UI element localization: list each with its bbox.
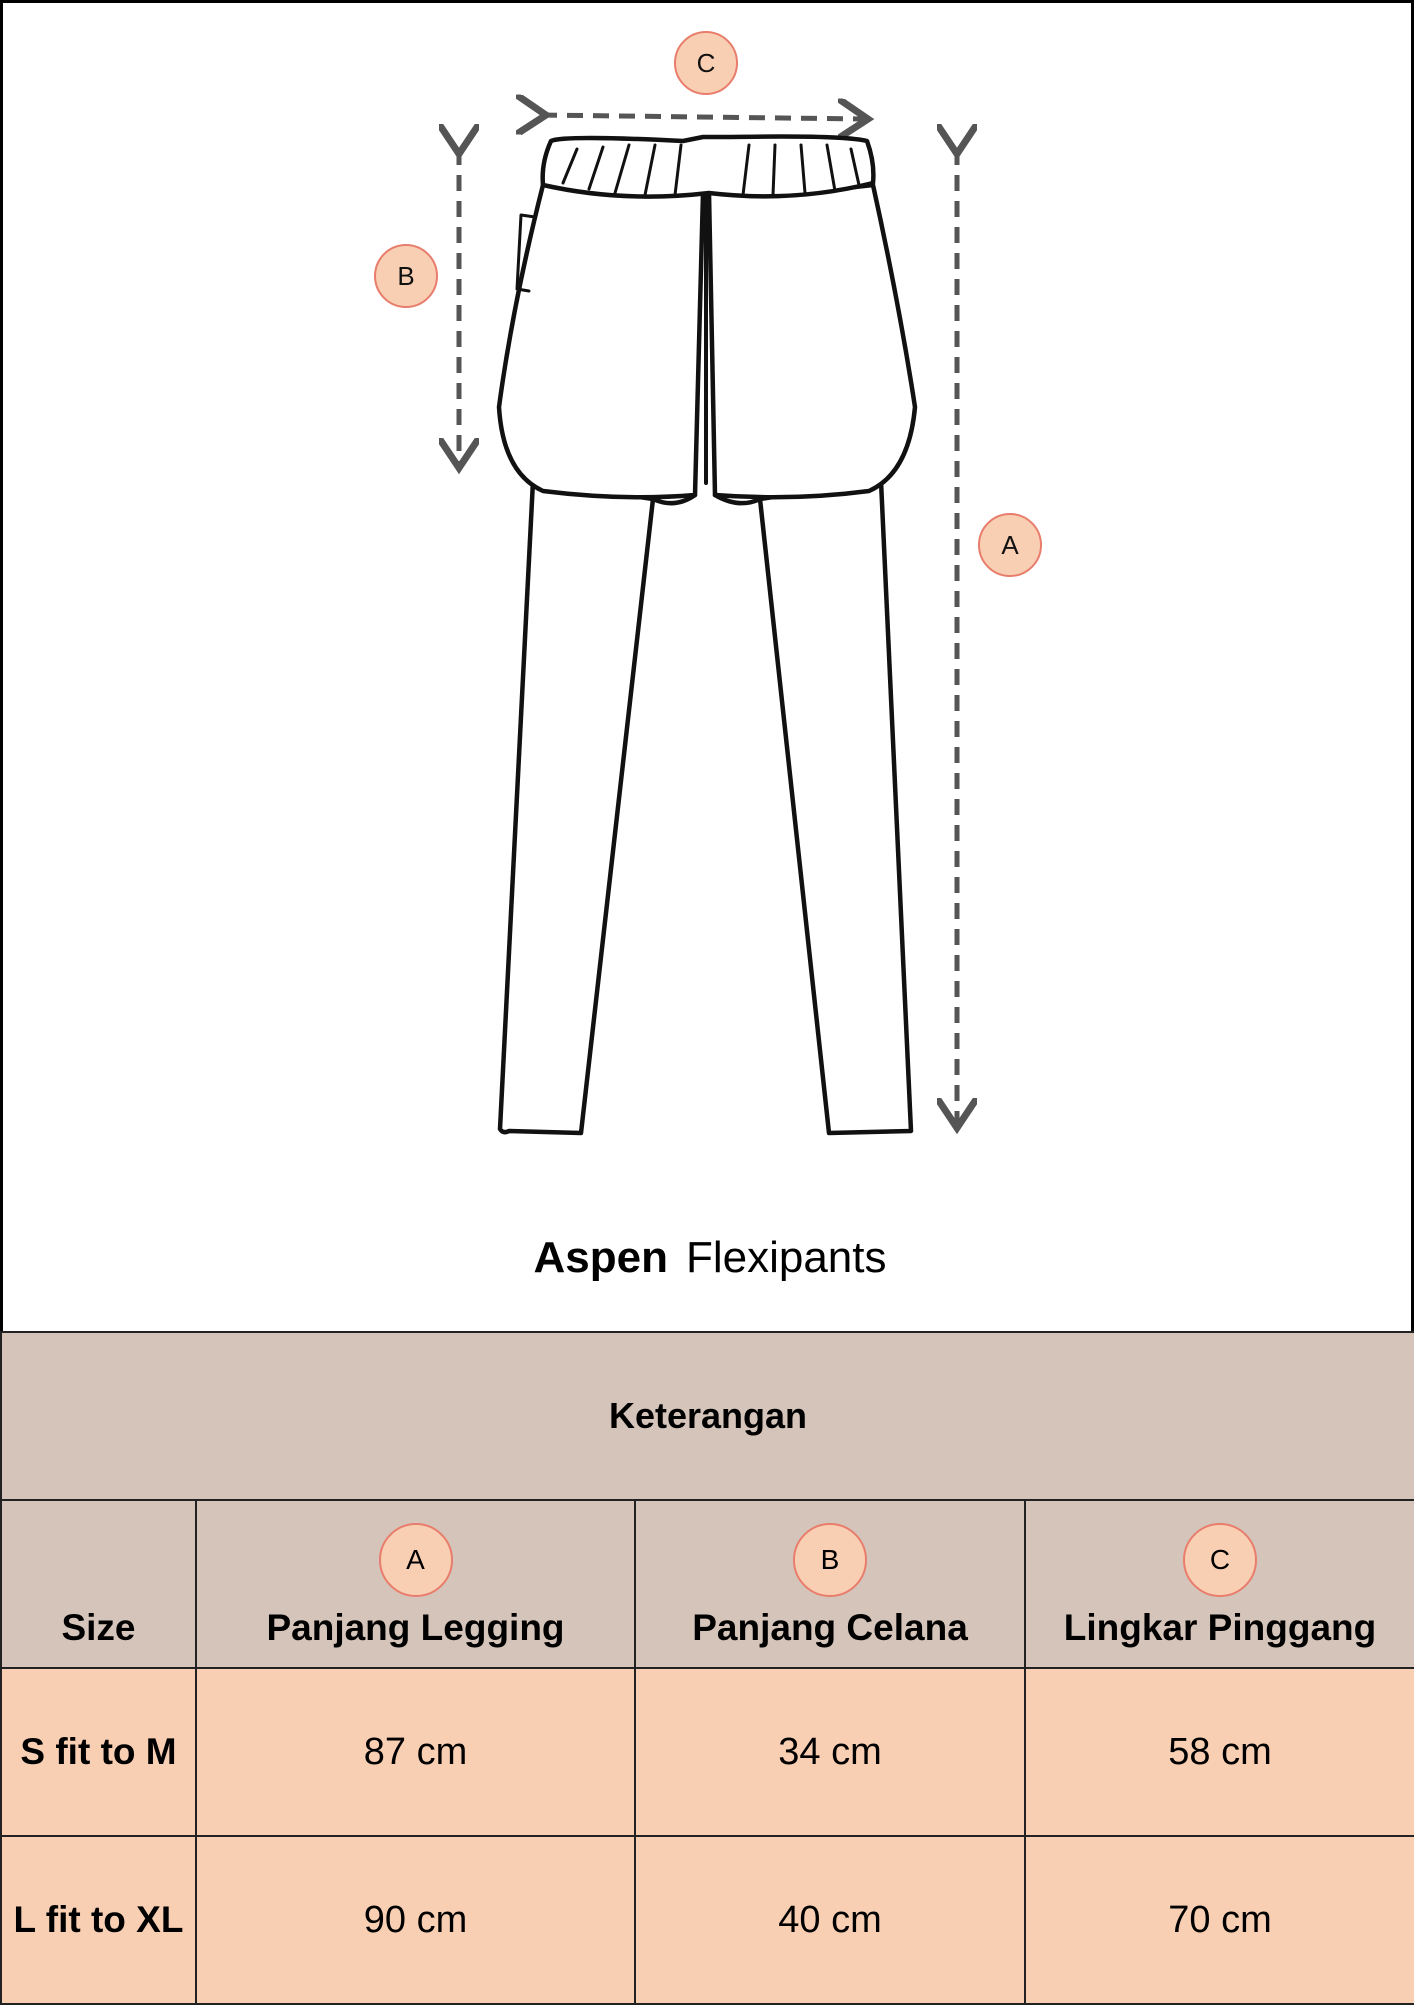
marker-b: B <box>374 244 438 308</box>
arrow-c <box>541 115 863 119</box>
table-row <box>1 1836 1414 2004</box>
row-size: L fit to XL <box>1 1836 196 2004</box>
header-label: Panjang Celana <box>692 1607 968 1648</box>
shorts-left <box>499 185 703 497</box>
header-size-label: Size <box>61 1607 136 1648</box>
size-table <box>0 1331 1414 2005</box>
header-panjang-legging <box>196 1500 635 1668</box>
cell-lingkar-pinggang: 58 cm <box>1025 1668 1414 1836</box>
right-leg <box>760 481 911 1133</box>
cell-panjang-celana: 40 cm <box>635 1836 1025 2004</box>
product-brand: Aspen <box>533 1233 668 1282</box>
table-header-row <box>1 1500 1414 1668</box>
header-panjang-celana <box>635 1500 1025 1668</box>
cell-panjang-celana: 34 cm <box>635 1668 1025 1836</box>
shorts-right <box>709 185 915 497</box>
header-size <box>1 1500 196 1668</box>
pants-illustration <box>3 3 1414 1336</box>
marker-c: C <box>674 31 738 95</box>
product-title <box>3 1228 1414 1288</box>
cell-panjang-legging: 90 cm <box>196 1836 635 2004</box>
header-label: Lingkar Pinggang <box>1063 1607 1377 1648</box>
cell-lingkar-pinggang: 70 cm <box>1025 1836 1414 2004</box>
table-title: Keterangan <box>1 1332 1414 1500</box>
header-marker-b: B <box>793 1523 867 1597</box>
marker-a: A <box>978 513 1042 577</box>
waistband <box>543 137 874 197</box>
cell-panjang-legging: 87 cm <box>196 1668 635 1836</box>
header-marker-c: C <box>1183 1523 1257 1597</box>
row-size: S fit to M <box>1 1668 196 1836</box>
header-lingkar-pinggang <box>1025 1500 1414 1668</box>
left-leg <box>500 481 653 1133</box>
product-name: Flexipants <box>685 1233 887 1282</box>
table-row <box>1 1668 1414 1836</box>
header-label: Panjang Legging <box>266 1607 565 1648</box>
header-marker-a: A <box>379 1523 453 1597</box>
